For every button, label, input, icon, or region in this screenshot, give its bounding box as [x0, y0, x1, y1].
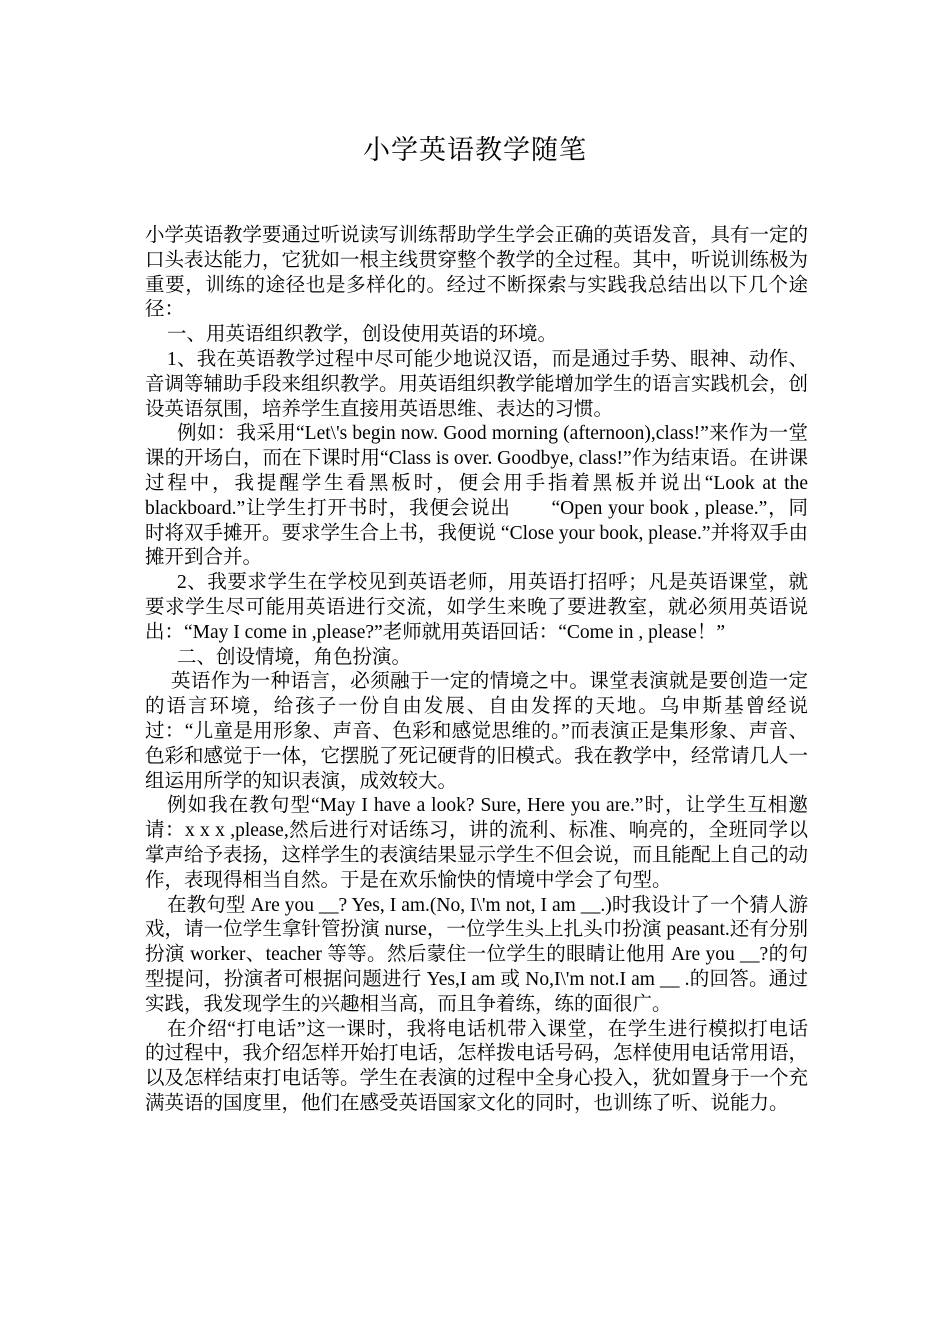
- document-body: [145, 224, 808, 1117]
- section-heading-1: 一、用英语组织教学，创设使用英语的环境。: [167, 324, 558, 346]
- paragraph-point-1: 1、我在英语教学过程中尽可能少地说汉语，而是通过手势、眼神、动作、音调等辅助手段来组织教学。用英语组织教学能增加学生的语言实践机会，创设英语氛围，培养学生直接用英语思维、表达的习惯。: [145, 348, 809, 420]
- paragraph-roleplay-intro: 英语作为一种语言，必须融于一定的情境之中。课堂表演就是要创造一定的语言环境，给孩子一份自由发展、自由发挥的天地。乌申斯基曾经说过：“儿童是用形象、声音、色彩和感觉思维的。”而表演正是集形象、声音、色彩和感觉于一体，它摆脱了死记硬背的旧模式。我在教学中，经常请几人一组运用所学的知识表演，成效较大。: [145, 671, 809, 792]
- paragraph-example-1: 例如：我采用“Let\'s begin now. Good morning (afternoon),class!”来作为一堂课的开场白，而在下课时用“Class is over. Goodbye, class!”作为结束语。在讲课过程中，我提醒学生看黑板时，便会用手指着黑板并说出“Look at the blackboard.”让学生打开书时，我便会说出 “Open your book , please.”，同时将双手摊开。要求学生合上书，我便说 “Close your book, please.”并将双手由摊开到合并。: [145, 423, 808, 569]
- section-heading-2: 二、创设情境，角色扮演。: [177, 646, 412, 668]
- paragraph-example-2: 例如我在教句型“May I have a look? Sure, Here you are.”时，让学生互相邀请：x x x ,please,然后进行对话练习，讲的流利、标准、响亮的，全班同学以掌声给予表扬，这样学生的表演结果显示学生不但会说，而且能配上自己的动作，表现得相当自然。于是在欢乐愉快的情境中学会了句型。: [145, 795, 809, 891]
- paragraph-intro: 小学英语教学要通过听说读写训练帮助学生学会正确的英语发音，具有一定的口头表达能力，它犹如一根主线贯穿整个教学的全过程。其中，听说训练极为重要，训练的途径也是多样化的。经过不断探索与实践我总结出以下几个途径：: [145, 225, 809, 321]
- paragraph-example-4: 在介绍“打电话”这一课时，我将电话机带入课堂，在学生进行模拟打电话的过程中，我介绍怎样开始打电话，怎样拨电话号码，怎样使用电话常用语，以及怎样结束打电话等。学生在表演的过程中全身心投入，犹如置身于一个充满英语的国度里，他们在感受英语国家文化的同时，也训练了听、说能力。: [145, 1018, 809, 1114]
- paragraph-example-3: 在教句型 Are you __? Yes, I am.(No, I\'m not, I am __.)时我设计了一个猜人游戏，请一位学生拿针管扮演 nurse，一位学生头上扎头巾扮演 peasant.还有分别扮演 worker、teacher 等等。然后蒙住一位学生的眼睛让他用 Are you __?的句型提问，扮演者可根据问题进行 Yes,I am 或 No,I\'m not.I am __ .的回答。通过实践，我发现学生的兴趣相当高，而且争着练，练的面很广。: [145, 894, 808, 1015]
- document-title: 小学英语教学随笔: [363, 135, 587, 165]
- paragraph-point-2: 2、我要求学生在学校见到英语老师，用英语打招呼；凡是英语课堂，就要求学生尽可能用英语进行交流，如学生来晚了要进教室，就必须用英语说出：“May I come in ,please?”老师就用英语回话：“Come in , please！”: [145, 572, 808, 643]
